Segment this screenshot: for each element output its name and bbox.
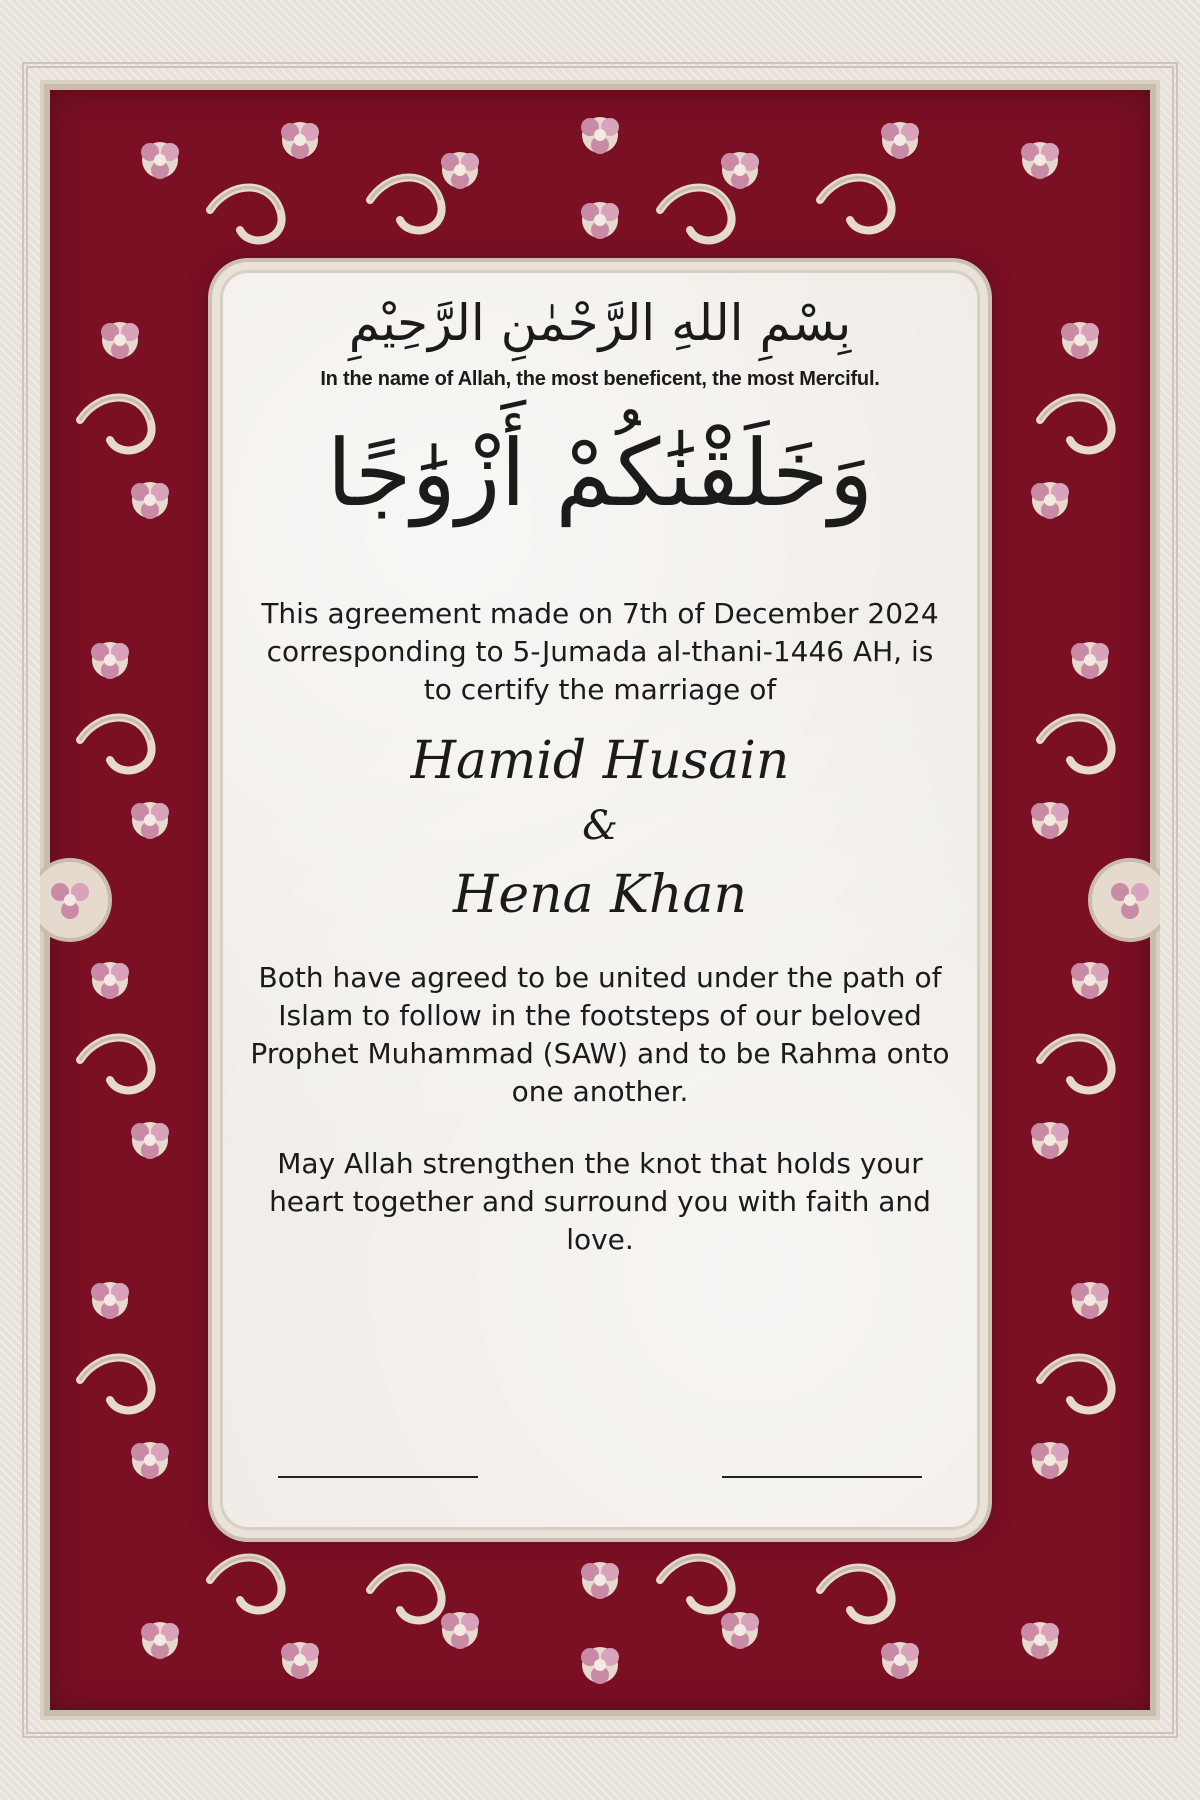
bismillah-calligraphy: بِسْمِ اللهِ الرَّحْمٰنِ الرَّحِيْمِ (348, 294, 852, 352)
bottom-ornaments (141, 1558, 1059, 1685)
agreement-intro: This agreement made on 7th of December 2024 corresponding to 5-Jumada al-thani-1446 AH, is to certify the marriage of (261, 597, 939, 706)
signature-line-left (278, 1476, 478, 1478)
bismillah-translation: In the name of Allah, the most beneficent, the most Merciful. (320, 368, 880, 390)
ayah-calligraphy: وَخَلَقْنَٰكُمْ أَزْوَٰجًا (326, 420, 874, 527)
certificate-content (230, 290, 970, 1259)
top-ornaments (141, 117, 1059, 240)
agreement-body: Both have agreed to be united under the path of Islam to follow in the footsteps of our beloved Prophet Muhammad (SAW) and to be Rahma onto one another. (250, 961, 950, 1108)
ampersand: & (582, 803, 618, 849)
closing-prayer: May Allah strengthen the knot that holds your heart together and surround you with faith and love. (269, 1147, 931, 1256)
bride-name: Hena Khan (453, 865, 747, 925)
signature-line-right (722, 1476, 922, 1478)
groom-name: Hamid Husain (410, 731, 790, 791)
